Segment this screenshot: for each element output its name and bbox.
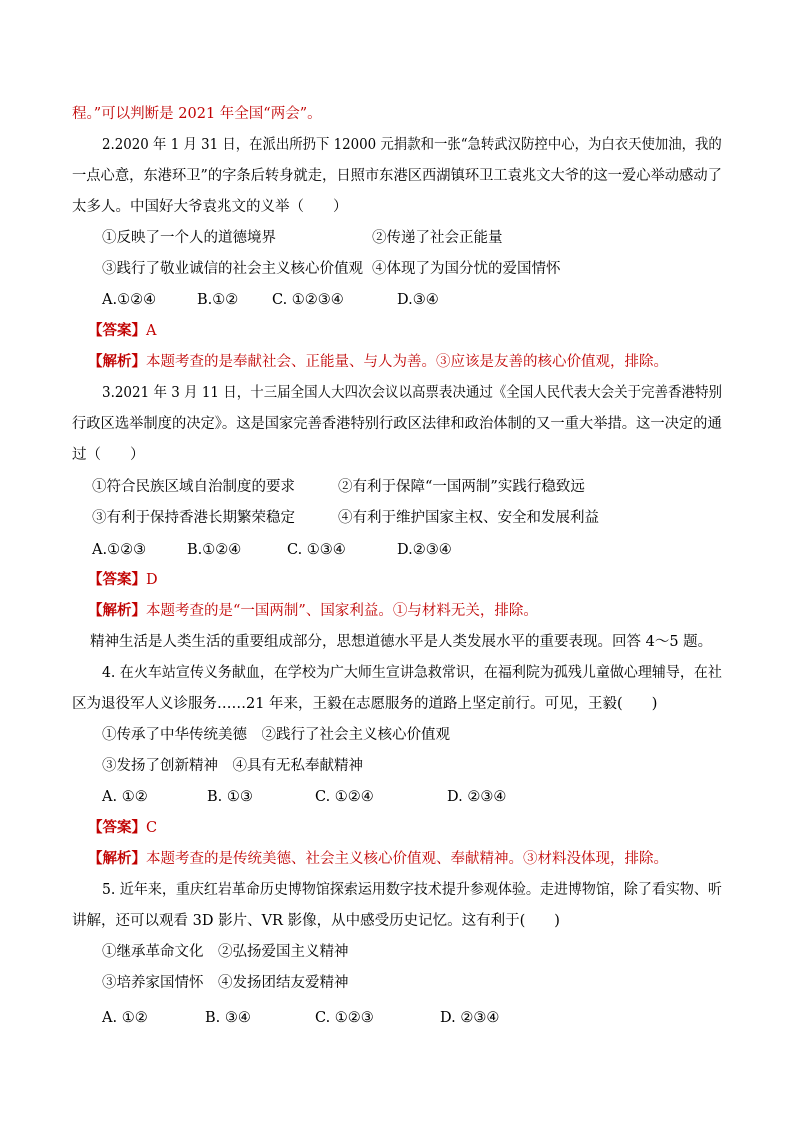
q5-statements-line-1: ①继承革命文化 ②弘扬爱国主义精神: [102, 944, 349, 960]
q3-statement-1: ①符合民族区域自治制度的要求: [92, 479, 295, 495]
q2-stem-line-2: 一点心意，东港环卫”的字条后转身就走，日照市东港区西湖镇环卫工袁兆文大爷的这一爱心举动感动了: [72, 168, 722, 184]
q4-option-d: D. ②③④: [447, 789, 507, 805]
q2-option-d: D.③④: [397, 292, 439, 308]
q4-analysis-text: 本题考查的是传统美德、社会主义核心价值观、奉献精神。③材料没体现，排除。: [146, 851, 668, 867]
q3-answer: [88, 570, 158, 590]
q2-answer-label: 【答案】: [88, 322, 146, 339]
q2-stem-line-3: 太多人。中国好大爷袁兆文的义举（ ）: [72, 199, 348, 215]
q3-option-a: A.①②③: [92, 542, 147, 558]
q2-analysis-text: 本题考查的是奉献社会、正能量、与人为善。③应该是友善的核心价值观，排除。: [146, 354, 668, 370]
q3-statement-2: ②有利于保障“一国两制”实践行稳致远: [338, 479, 585, 495]
q3-option-c: C. ①③④: [287, 542, 346, 558]
q3-stem-line-2: 行政区选举制度的决定》。这是国家完善香港特别行政区法律和政治体制的又一重大举措。这一决定的通: [72, 416, 722, 432]
q3-stem-line-1: 3.2021 年 3 月 11 日，十三届全国人大四次会议以高票表决通过《全国人民代表大会关于完善香港特别: [102, 385, 722, 401]
q3-option-d: D.②③④: [397, 542, 452, 558]
q2-option-a: A.①②④: [102, 292, 157, 308]
q3-statement-4: ④有利于维护国家主权、安全和发展利益: [338, 510, 599, 526]
q3-analysis-text: 本题考查的是“一国两制”、国家利益。①与材料无关，排除。: [146, 603, 538, 619]
q4-stem-line-1: 4. 在火车站宣传义务献血，在学校为广大师生宣讲急救常识，在福利院为孤残儿童做心理辅导，在社: [102, 665, 722, 681]
q2-answer-value: A: [146, 323, 157, 339]
q5-stem-line-2: 讲解，还可以观看 3D 影片、VR 影像，从中感受历史记忆。这有利于( ): [72, 913, 560, 929]
q3-analysis-label: 【解析】: [88, 602, 146, 619]
q2-answer: [88, 321, 156, 341]
q4-statements-line-1: ①传承了中华传统美德 ②践行了社会主义核心价值观: [102, 727, 450, 743]
q4-analysis: [88, 849, 668, 869]
q4-option-a: A. ①②: [102, 789, 148, 805]
q5-option-d: D. ②③④: [440, 1010, 500, 1026]
q4-option-b: B. ①③: [207, 789, 253, 805]
q2-analysis-label: 【解析】: [88, 353, 146, 370]
q3-answer-label: 【答案】: [88, 571, 146, 588]
carry-over-text: 程。”可以判断是 2021 年全国“两会”。: [72, 106, 322, 122]
q4-statements-line-2: ③发扬了创新精神 ④具有无私奉献精神: [102, 758, 363, 774]
q2-option-c: C. ①②③④: [272, 292, 344, 308]
q3-option-b: B.①②④: [187, 542, 242, 558]
q5-option-a: A. ①②: [102, 1010, 148, 1026]
q2-statement-3: ③践行了敬业诚信的社会主义核心价值观: [102, 261, 363, 277]
q3-answer-value: D: [146, 572, 158, 588]
q5-statements-line-2: ③培养家国情怀 ④发扬团结友爱精神: [102, 975, 349, 991]
q2-statement-4: ④体现了为国分忧的爱国情怀: [372, 261, 561, 277]
q5-option-b: B. ③④: [205, 1010, 251, 1026]
q4-answer-value: C: [146, 820, 158, 836]
q5-option-c: C. ①②③: [315, 1010, 374, 1026]
q4-option-c: C. ①②④: [315, 789, 374, 805]
q2-option-b: B.①②: [197, 292, 239, 308]
q3-statement-3: ③有利于保持香港长期繁荣稳定: [92, 510, 295, 526]
q4-stem-line-2: 区为退役军人义诊服务……21 年来，王毅在志愿服务的道路上坚定前行。可见，王毅( ): [72, 696, 658, 712]
q3-analysis: [88, 601, 538, 621]
q4-answer: [88, 818, 157, 838]
section-intro: 精神生活是人类生活的重要组成部分，思想道德水平是人类发展水平的重要表现。回答 4～5 题。: [90, 634, 713, 650]
q4-answer-label: 【答案】: [88, 819, 146, 836]
q4-analysis-label: 【解析】: [88, 850, 146, 867]
q2-stem-line-1: 2.2020 年 1 月 31 日，在派出所扔下 12000 元捐款和一张“急转武汉防控中心，为白衣天使加油，我的: [102, 137, 722, 153]
q5-stem-line-1: 5. 近年来，重庆红岩革命历史博物馆探索运用数字技术提升参观体验。走进博物馆，除了看实物、听: [102, 882, 722, 898]
q2-statement-1: ①反映了一个人的道德境界: [102, 230, 276, 246]
q2-statement-2: ②传递了社会正能量: [372, 230, 503, 246]
q3-stem-line-3: 过（ ）: [72, 447, 145, 463]
q2-analysis: [88, 352, 668, 372]
